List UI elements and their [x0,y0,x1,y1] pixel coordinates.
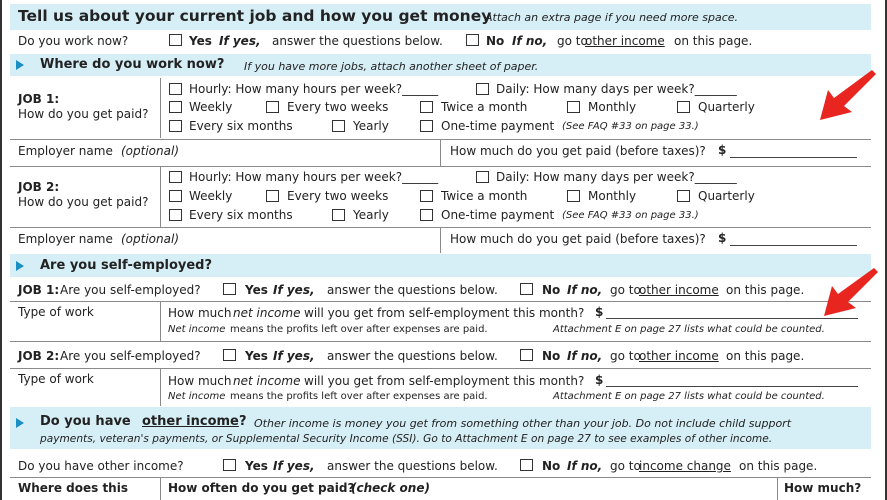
se-job1-net-attach: Attachment E on page 27 lists what could be counted. [553,324,825,335]
se-job2-question: Are you self-employed? [60,349,201,363]
job2-label: JOB 2: [18,180,60,194]
se-job1-no-post: on this page. [726,283,805,297]
job2-paid-label: How much do you get paid (before taxes)? [450,232,706,246]
form-title-note: Attach an extra page if you need more space. [485,11,739,24]
other-income-no-label: No [542,459,561,473]
job1-dollar-sign: $ [718,143,727,157]
job2-employer-label: Employer name [18,232,113,246]
job2-one-time-note: (See FAQ #33 on page 33.) [562,210,699,221]
job1-daily-checkbox[interactable] [476,83,489,95]
job2-paid-field[interactable] [730,245,857,246]
se-job2-no-pre: go to [610,349,641,363]
job1-yearly-checkbox[interactable] [332,120,345,132]
divider [10,301,871,302]
other-income-title-pre: Do you have [40,414,131,429]
se-job1-divider [160,301,161,341]
job2-daily-checkbox[interactable] [476,171,489,183]
divider [10,166,871,167]
job1-hourly-label: Hourly: How many hours per week?______ [189,82,439,96]
job2-quarterly-checkbox[interactable] [677,190,690,202]
job2-sub: How do you get paid? [18,195,149,209]
col-how-often-header: How often do you get paid? [168,481,355,495]
job2-twice-label: Twice a month [441,189,528,203]
job1-six-months-checkbox[interactable] [169,120,182,132]
job1-paid-field[interactable] [730,157,857,158]
se-job1-how-much-italic: net income [233,306,301,320]
job2-one-time-checkbox[interactable] [420,209,433,221]
se-job1-no-label: No [542,283,561,297]
job2-employer-optional: (optional) [121,232,179,246]
other-income-yes-rest: answer the questions below. [327,459,498,473]
other-income-income-change-link[interactable]: income change [639,459,731,473]
triangle-bullet-icon [16,60,24,70]
se-job2-how-much-pre: How much [168,374,232,388]
col-where-header: Where does this [18,481,128,495]
work-now-no-pre: go to [557,34,588,48]
se-job2-yes-italic: If yes, [273,349,315,363]
job1-divider [160,78,161,138]
se-job2-net-attach: Attachment E on page 27 lists what could be counted. [553,391,825,402]
se-job1-yes-italic: If yes, [273,283,315,297]
job1-six-months-label: Every six months [189,119,293,133]
other-income-yes-label: Yes [245,459,268,473]
job1-every-two-label: Every two weeks [287,100,389,114]
job2-yearly-label: Yearly [353,208,389,222]
job2-weekly-label: Weekly [189,189,233,203]
triangle-bullet-icon [16,261,24,271]
job1-weekly-checkbox[interactable] [169,101,182,113]
triangle-bullet-icon [16,418,24,428]
job2-employer-divider [440,227,441,253]
se-job2-no-checkbox[interactable] [520,349,533,361]
job1-one-time-label: One-time payment [441,119,555,133]
job2-divider [160,166,161,227]
se-job2-other-income-link[interactable]: other income [639,349,719,363]
where-work-title: Where do you work now? [40,57,225,72]
se-job2-no-post: on this page. [726,349,805,363]
se-job1-yes-checkbox[interactable] [223,283,236,295]
se-job1-type-of-work: Type of work [18,305,94,319]
se-job2-dollar-sign: $ [595,373,604,387]
job2-hourly-checkbox[interactable] [169,171,182,183]
job2-six-months-label: Every six months [189,208,293,222]
work-now-no-italic: If no, [512,34,548,48]
work-now-yes-rest: answer the questions below. [272,34,443,48]
divider [10,477,871,478]
job1-one-time-note: (See FAQ #33 on page 33.) [562,121,699,132]
work-now-question: Do you work now? [18,34,129,48]
col-how-often-note: (check one) [351,481,430,495]
job2-every-two-checkbox[interactable] [266,190,279,202]
job1-employer-label: Employer name [18,144,113,158]
divider [10,341,871,342]
work-now-other-income-link[interactable]: other income [585,34,665,48]
se-job1-other-income-link[interactable]: other income [639,283,719,297]
se-job2-label: JOB 2: [18,349,60,363]
work-now-yes-italic: If yes, [219,34,261,48]
work-now-yes-checkbox[interactable] [169,34,182,46]
other-income-no-pre: go to [610,459,641,473]
job2-every-two-label: Every two weeks [287,189,389,203]
se-job2-divider [160,368,161,406]
job1-employer-optional: (optional) [121,144,179,158]
se-job1-yes-rest: answer the questions below. [327,283,498,297]
job1-daily-label: Daily: How many days per week?_______ [496,82,737,96]
job1-twice-checkbox[interactable] [420,101,433,113]
job1-hourly-checkbox[interactable] [169,83,182,95]
work-now-no-label: No [486,34,505,48]
se-job2-net-italic: Net income [168,391,226,402]
job1-monthly-label: Monthly [588,100,637,114]
se-job2-how-much-italic: net income [233,374,301,388]
job1-employer-divider [440,139,441,166]
job1-sub: How do you get paid? [18,107,149,121]
job2-dollar-sign: $ [718,231,727,245]
job2-daily-label: Daily: How many days per week?_______ [496,170,737,184]
job2-twice-checkbox[interactable] [420,190,433,202]
job1-every-two-checkbox[interactable] [266,101,279,113]
other-income-title-link[interactable]: other income [142,414,239,429]
se-job2-no-label: No [542,349,561,363]
se-job1-no-italic: If no, [567,283,603,297]
se-job1-no-checkbox[interactable] [520,283,533,295]
other-income-question: Do you have other income? [18,459,184,473]
se-job1-dollar-sign: $ [595,305,604,319]
other-income-desc-line2: payments, veteran's payments, or Supplemental Security Income (SSI). Go to Attachment E on page 27 to see examples of other income. [40,433,773,445]
se-job1-label: JOB 1: [18,283,60,297]
job1-monthly-checkbox[interactable] [567,101,580,113]
other-income-yes-checkbox[interactable] [223,459,236,471]
work-now-yes-label: Yes [189,34,212,48]
se-job2-type-of-work: Type of work [18,372,94,386]
job1-twice-label: Twice a month [441,100,528,114]
col-how-much-header: How much? [784,481,862,495]
se-job2-yes-checkbox[interactable] [223,349,236,361]
job2-monthly-checkbox[interactable] [567,190,580,202]
job1-weekly-label: Weekly [189,100,233,114]
job1-paid-label: How much do you get paid (before taxes)? [450,144,706,158]
other-income-title-q: ? [239,414,247,429]
red-arrow-icon [816,266,882,320]
job1-label: JOB 1: [18,92,60,106]
job2-yearly-checkbox[interactable] [332,209,345,221]
se-job2-no-italic: If no, [567,349,603,363]
other-income-no-post: on this page. [739,459,818,473]
other-income-no-italic: If no, [567,459,603,473]
se-job1-no-pre: go to [610,283,641,297]
job2-monthly-label: Monthly [588,189,637,203]
job1-quarterly-label: Quarterly [698,100,755,114]
se-job1-question: Are you self-employed? [60,283,201,297]
col-divider [160,477,161,500]
work-now-no-post: on this page. [674,34,753,48]
where-work-note: If you have more jobs, attach another sheet of paper. [244,60,539,73]
col-divider [777,477,778,500]
se-job2-yes-label: Yes [245,349,268,363]
other-income-desc-line1: Other income is money you get from something other than your job. Do not include child support [254,417,792,430]
se-job2-net-mid: means the profits left over after expenses are paid. [230,391,488,402]
se-job1-net-italic: Net income [168,324,226,335]
job2-quarterly-label: Quarterly [698,189,755,203]
job1-one-time-checkbox[interactable] [420,120,433,132]
work-now-no-checkbox[interactable] [466,34,479,46]
se-job2-yes-rest: answer the questions below. [327,349,498,363]
other-income-no-checkbox[interactable] [520,459,533,471]
other-income-yes-italic: If yes, [273,459,315,473]
se-job2-income-field[interactable] [606,386,858,387]
red-arrow-icon [810,68,880,124]
job1-quarterly-checkbox[interactable] [677,101,690,113]
se-job1-how-much-post: will you get from self-employment this month? [304,306,585,320]
job2-weekly-checkbox[interactable] [169,190,182,202]
se-job1-how-much-pre: How much [168,306,232,320]
job2-six-months-checkbox[interactable] [169,209,182,221]
se-job1-net-mid: means the profits left over after expenses are paid. [230,324,488,335]
form-title: Tell us about your current job and how you get money [18,7,492,25]
job2-hourly-label: Hourly: How many hours per week?______ [189,170,439,184]
divider [10,368,871,369]
job2-one-time-label: One-time payment [441,208,555,222]
job1-yearly-label: Yearly [353,119,389,133]
se-job1-yes-label: Yes [245,283,268,297]
se-job2-how-much-post: will you get from self-employment this month? [304,374,585,388]
self-employed-title: Are you self-employed? [40,258,213,273]
